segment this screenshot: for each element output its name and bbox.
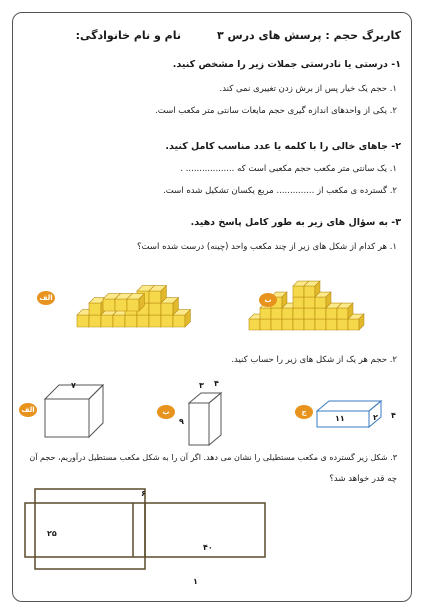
- unit-cube: [260, 308, 271, 319]
- unit-cube: [348, 319, 359, 330]
- badge-q2-be: ب: [157, 405, 175, 419]
- unit-cube: [127, 299, 139, 311]
- unit-cube: [293, 308, 304, 319]
- flat-prism-height-label: ۴: [391, 411, 396, 420]
- unit-cube: [149, 291, 161, 303]
- worksheet-title: کاربرگ حجم : پرسش های درس ۳: [216, 29, 401, 42]
- unit-cube: [304, 308, 315, 319]
- cube-edge-label: ۷: [71, 381, 76, 390]
- unit-cube: [282, 319, 293, 330]
- section2-heading: ۲- جاهای خالی را با کلمه یا عدد مناسب کامل کنید.: [165, 141, 401, 152]
- unit-cube: [249, 319, 260, 330]
- unit-cube: [173, 315, 185, 327]
- section2-item-2: ۲. گسترده ی مکعب از .............. مربع یکسان تشکیل شده است.: [163, 186, 397, 196]
- unit-cube: [161, 303, 173, 315]
- tall-prism-height-label: ۹: [179, 417, 184, 426]
- unit-cube: [326, 319, 337, 330]
- unit-cube: [337, 319, 348, 330]
- unit-cube: [304, 286, 315, 297]
- net-left-label: ۲۵: [47, 529, 57, 538]
- unit-cube: [293, 286, 304, 297]
- box-net-figure: [23, 485, 273, 575]
- section2-item-1: ۱. یک سانتی متر مکعب حجم مکعبی است که .................. .: [180, 164, 397, 174]
- unit-cube: [77, 315, 89, 327]
- tall-prism-top-label-1: ۳: [199, 381, 204, 390]
- student-name-label: نام و نام خانوادگی:: [75, 29, 181, 42]
- unit-cube: [260, 319, 271, 330]
- section1-item-1: ۱. حجم یک خیار پس از برش زدن تغییری نمی کند.: [219, 84, 397, 94]
- badge-q2-jim: ج: [295, 405, 313, 419]
- unit-cube: [304, 297, 315, 308]
- unit-cube: [89, 303, 101, 315]
- page-number: ۱: [193, 577, 198, 586]
- tall-prism-top-label-2: ۴: [214, 379, 219, 388]
- unit-cube: [149, 303, 161, 315]
- unit-cube: [326, 308, 337, 319]
- unit-cube: [271, 319, 282, 330]
- cube-stack-alef: [73, 267, 203, 333]
- unit-cube: [282, 308, 293, 319]
- section1-heading: ۱- درستی یا نادرستی جملات زیر را مشخص کنید.: [172, 59, 401, 70]
- unit-cube: [315, 297, 326, 308]
- unit-cube: [271, 308, 282, 319]
- unit-cube: [315, 308, 326, 319]
- unit-cube: [89, 315, 101, 327]
- unit-cube: [337, 308, 348, 319]
- section1-item-2: ۲. یکی از واحدهای اندازه گیری حجم مایعات سانتی متر مکعب است.: [155, 106, 397, 116]
- unit-cube: [315, 319, 326, 330]
- unit-cube: [115, 299, 127, 311]
- net-top-label: ۶: [141, 489, 146, 498]
- unit-cube: [101, 315, 113, 327]
- unit-cube: [293, 297, 304, 308]
- unit-cube: [293, 319, 304, 330]
- badge-alef: الف: [37, 291, 55, 305]
- section3-heading: ۳- به سؤال های زیر به طور کامل پاسخ دهید.: [190, 217, 401, 228]
- question-3-3-line2: چه قدر خواهد شد؟: [329, 474, 397, 484]
- tall-prism-figure: [181, 387, 231, 449]
- cube-figure: [41, 379, 111, 441]
- unit-cube: [113, 315, 125, 327]
- unit-cube: [161, 315, 173, 327]
- worksheet-page: [12, 12, 412, 602]
- unit-cube: [137, 315, 149, 327]
- net-bottom-label: ۴۰: [203, 543, 213, 552]
- badge-q2-alef: الف: [19, 403, 37, 417]
- badge-be: ب: [259, 293, 277, 307]
- unit-cube: [125, 315, 137, 327]
- flat-prism-depth-label: ۲: [373, 413, 378, 422]
- unit-cube: [149, 315, 161, 327]
- question-3-2: ۲. حجم هر یک از شکل های زیر را حساب کنید.: [231, 355, 397, 365]
- question-3-1: ۱. هر کدام از شکل های زیر از چند مکعب واحد (چینه) درست شده است؟: [137, 242, 397, 252]
- flat-prism-length-label: ۱۱: [335, 414, 345, 423]
- unit-cube: [103, 299, 115, 311]
- unit-cube: [304, 319, 315, 330]
- question-3-3-line1: ۳. شکل زیر گسترده ی مکعب مستطیلی را نشان می دهد. اگر آن را به شکل مکعب مستطیل درآوریم، حجم آن: [29, 453, 397, 462]
